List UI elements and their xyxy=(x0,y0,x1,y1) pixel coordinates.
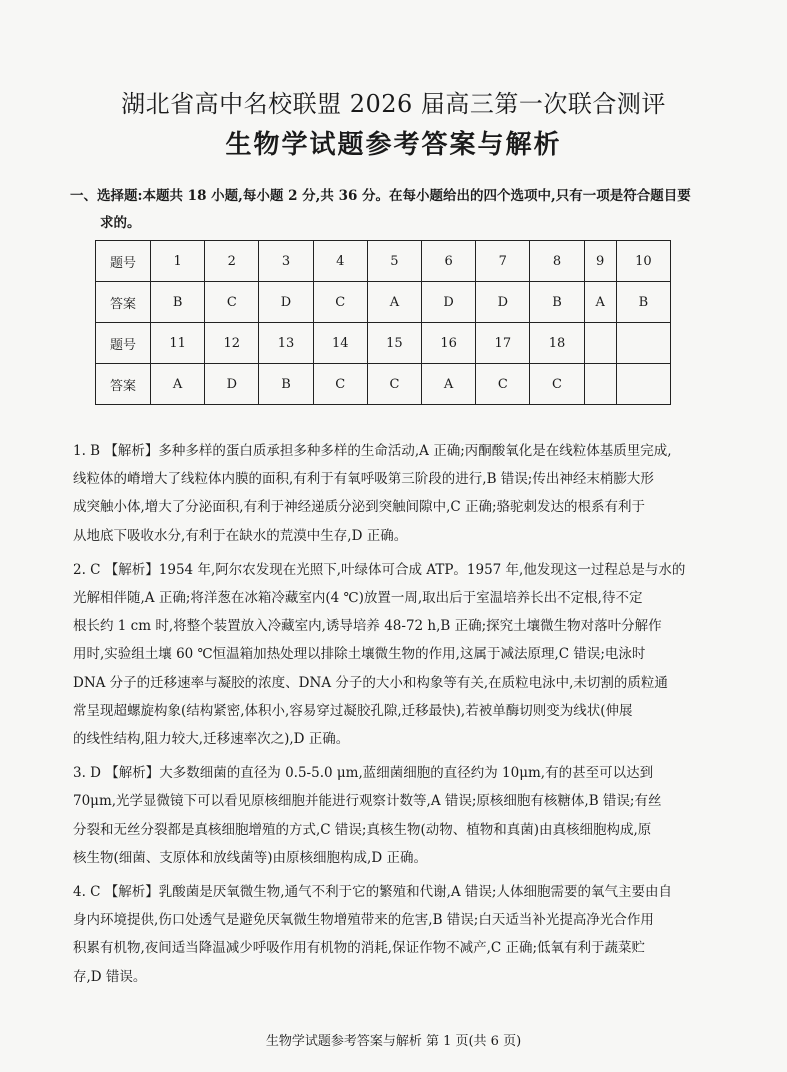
answer-table-cell xyxy=(616,323,670,364)
answer-table-cell: 8 xyxy=(530,241,584,282)
answer-table-cell: C xyxy=(367,364,421,405)
explanation-line: 分裂和无丝分裂都是真核细胞增殖的方式,C 错误;真核生物(动物、植物和真菌)由真核细胞构成,原 xyxy=(73,821,652,838)
explanation-2 xyxy=(73,556,713,753)
explanation-line: 光解相伴随,A 正确;将洋葱在冰箱冷藏室内(4 ℃)放置一周,取出后于室温培养长出不定根,待不定 xyxy=(73,590,643,607)
exam-title: 湖北省高中名校联盟 2026 届高三第一次联合测评 xyxy=(121,90,666,118)
explanation-line: 1. B 【解析】多种多样的蛋白质承担多种多样的生命活动,A 正确;丙酮酸氧化是在线粒体基质里完成, xyxy=(73,443,672,459)
explanation-line: 身内环境提供,伤口处透气是避免厌氧微生物增殖带来的危害,B 错误;白天适当补光提高净光合作用 xyxy=(73,912,654,929)
answer-table-cell: A xyxy=(367,282,421,323)
answer-table-row-header: 题号 xyxy=(96,241,151,282)
answer-table-cell: 7 xyxy=(476,241,530,282)
answer-table-cell: 18 xyxy=(530,323,584,364)
answer-table-cell: D xyxy=(476,282,530,323)
explanation-line: 核生物(细菌、支原体和放线菌等)由原核细胞构成,D 正确。 xyxy=(73,849,427,866)
answer-table-row xyxy=(96,241,671,282)
explanation-3 xyxy=(73,759,713,872)
explanation-line: 的线性结构,阻力较大,迁移速率次之),D 正确。 xyxy=(73,731,350,748)
answer-table-cell: 11 xyxy=(151,323,205,364)
explanation-1 xyxy=(73,437,713,550)
explanation-line: 3. D 【解析】大多数细菌的直径为 0.5-5.0 μm,蓝细菌细胞的直径约为 10μm,有的甚至可以达到 xyxy=(73,765,654,782)
answer-table-cell: B xyxy=(530,282,584,323)
answer-table-cell: A xyxy=(151,364,205,405)
answer-table-cell: A xyxy=(584,282,616,323)
answer-table-cell: 13 xyxy=(259,323,313,364)
answer-table-cell: B xyxy=(259,364,313,405)
answer-table-cell xyxy=(584,323,616,364)
answer-table-row xyxy=(96,282,671,323)
explanation-line: 用时,实验组土壤 60 ℃恒温箱加热处理以排除土壤微生物的作用,这属于减法原理,C 错误;电泳时 xyxy=(73,646,646,663)
explanation-line: 根长约 1 cm 时,将整个装置放入冷藏室内,诱导培养 48-72 h,B 正确;探究土壤微生物对落叶分解作 xyxy=(73,618,662,635)
answer-table-cell: 15 xyxy=(367,323,421,364)
answer-table-cell: A xyxy=(422,364,476,405)
explanation-line: 线粒体的嵴增大了线粒体内膜的面积,有利于有氧呼吸第三阶段的进行,B 错误;传出神经末梢膨大形 xyxy=(73,471,654,488)
section-instructions-line2: 求的。 xyxy=(100,215,141,231)
answer-table-cell: D xyxy=(205,364,259,405)
answer-table-row xyxy=(96,323,671,364)
answer-table-cell: D xyxy=(259,282,313,323)
answer-table-cell: 6 xyxy=(422,241,476,282)
answer-table-row xyxy=(96,364,671,405)
answer-table-cell: B xyxy=(151,282,205,323)
answer-table-cell: 16 xyxy=(422,323,476,364)
answer-table-cell: B xyxy=(616,282,670,323)
explanation-4 xyxy=(73,878,713,991)
answer-table-cell xyxy=(616,364,670,405)
answer-table-cell: C xyxy=(313,364,367,405)
answer-table-cell: D xyxy=(422,282,476,323)
answer-table-cell: 1 xyxy=(151,241,205,282)
page-footer: 生物学试题参考答案与解析 第 1 页(共 6 页) xyxy=(265,1034,522,1049)
answer-table-cell: 3 xyxy=(259,241,313,282)
explanation-line: 70μm,光学显微镜下可以看见原核细胞并能进行观察计数等,A 错误;原核细胞有核糖体,B 错误;有丝 xyxy=(73,793,662,810)
answer-table-cell: 5 xyxy=(367,241,421,282)
answer-table-cell: 14 xyxy=(313,323,367,364)
explanation-line: 常呈现超螺旋构象(结构紧密,体积小,容易穿过凝胶孔隙,迁移最快),若被单酶切则变为线状(伸展 xyxy=(73,702,633,719)
explanation-line: 成突触小体,增大了分泌面积,有利于神经递质分泌到突触间隙中,C 正确;骆驼刺发达的根系有利于 xyxy=(73,499,646,516)
answer-table-cell: C xyxy=(530,364,584,405)
explanation-line: 存,D 错误。 xyxy=(73,968,147,985)
answer-table-cell: 2 xyxy=(205,241,259,282)
explanation-line: DNA 分子的迁移速率与凝胶的浓度、DNA 分子的大小和构象等有关,在质粒电泳中,未切割的质粒通 xyxy=(73,674,668,691)
answer-table-cell: 4 xyxy=(313,241,367,282)
answer-table-row-header: 答案 xyxy=(96,364,151,405)
answer-table-row-header: 题号 xyxy=(96,323,151,364)
answer-table-row-header: 答案 xyxy=(96,282,151,323)
answer-table-cell: 9 xyxy=(584,241,616,282)
explanation-line: 从地底下吸收水分,有利于在缺水的荒漠中生存,D 正确。 xyxy=(73,527,408,544)
answer-table-cell xyxy=(584,364,616,405)
explanation-line: 积累有机物,夜间适当降温减少呼吸作用有机物的消耗,保证作物不减产,C 正确;低氧有利于蔬菜贮 xyxy=(73,940,646,957)
answer-table-cell: C xyxy=(476,364,530,405)
answer-table-cell: 17 xyxy=(476,323,530,364)
answer-table-cell: 10 xyxy=(616,241,670,282)
answer-table-cell: 12 xyxy=(205,323,259,364)
explanation-line: 4. C 【解析】乳酸菌是厌氧微生物,通气不利于它的繁殖和代谢,A 错误;人体细胞需要的氧气主要由自 xyxy=(73,884,672,901)
explanation-line: 2. C 【解析】1954 年,阿尔农发现在光照下,叶绿体可合成 ATP。1957 年,他发现这一过程总是与水的 xyxy=(73,561,686,578)
section-instructions xyxy=(70,183,710,237)
answer-table-cell: C xyxy=(313,282,367,323)
explanations xyxy=(73,437,713,997)
document-subtitle: 生物学试题参考答案与解析 xyxy=(225,130,562,160)
answer-table-cell: C xyxy=(205,282,259,323)
answer-table xyxy=(95,240,671,405)
section-instructions-line1: 一、选择题:本题共 18 小题,每小题 2 分,共 36 分。在每小题给出的四个选项中,只有一项是符合题目要 xyxy=(70,188,691,204)
